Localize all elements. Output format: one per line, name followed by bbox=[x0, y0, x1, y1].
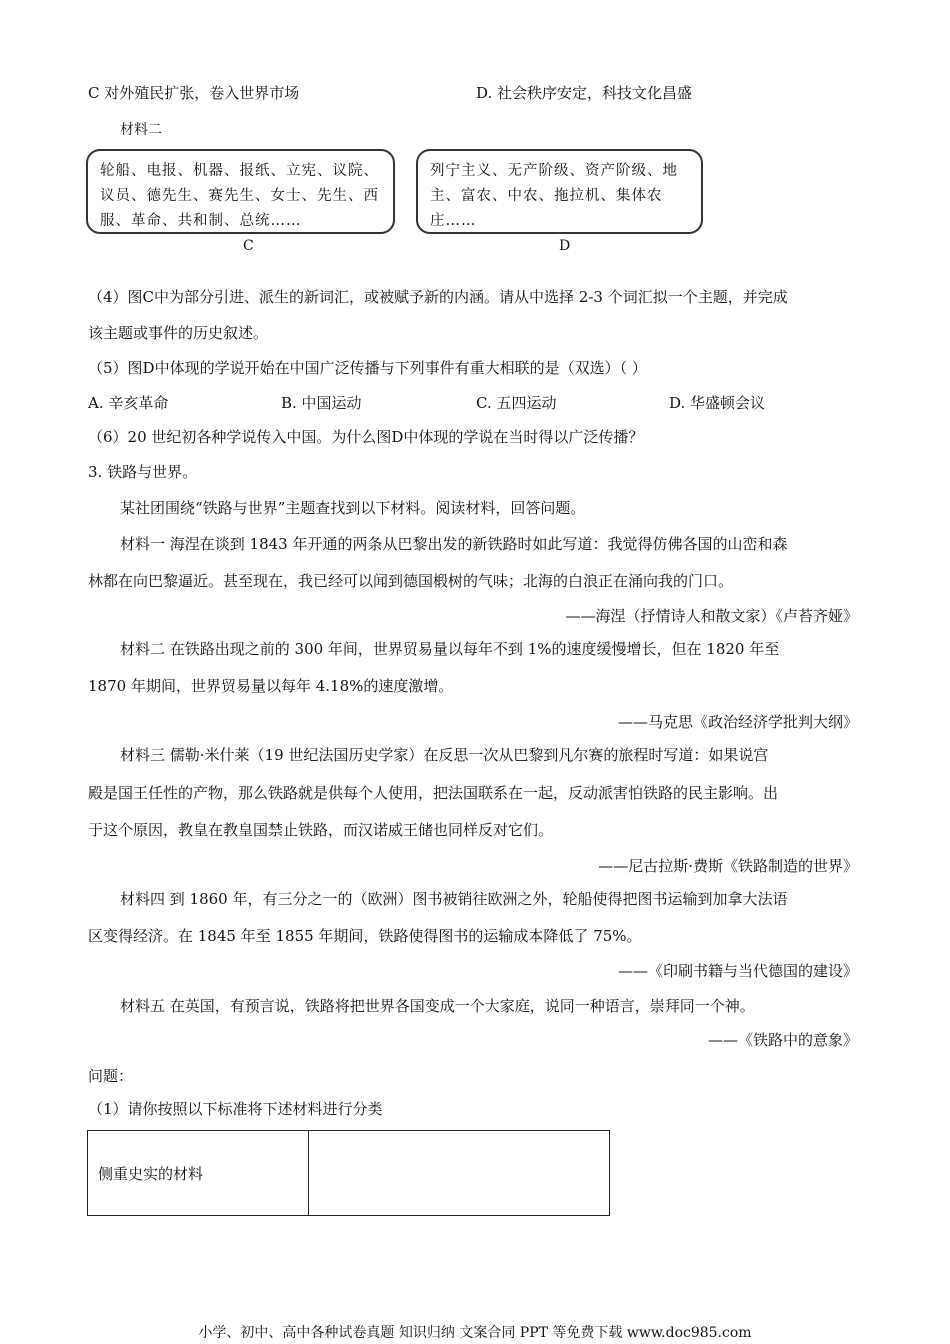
section3-intro: 某社团围绕“铁路与世界”主题查找到以下材料。阅读材料，回答问题。 bbox=[120, 499, 586, 517]
figure-d-text: 列宁主义、无产阶级、资产阶级、地主、富农、中农、拖拉机、集体农庄…… bbox=[430, 163, 678, 229]
material1-source: ——海涅（抒情诗人和散文家）《卢苔齐娅》 bbox=[565, 607, 858, 625]
q6: （6）20 世纪初各种学说传入中国。为什么图D中体现的学说在当时得以广泛传播？ bbox=[88, 428, 644, 446]
page-footer: 小学、初中、高中各种试卷真题 知识归纳 文案合同 PPT 等免费下载 www.doc985.com bbox=[198, 1325, 752, 1341]
material4-line2: 区变得经济。在 1845 年至 1855 年期间，铁路使得图书的运输成本降低了 75%。 bbox=[88, 927, 642, 945]
classification-table bbox=[87, 1130, 610, 1216]
table-answer-cell[interactable] bbox=[309, 1131, 610, 1216]
material5-source: ——《铁路中的意象》 bbox=[707, 1031, 858, 1049]
material3-line2: 殿是国王任性的产物，那么铁路就是供每个人使用，把法国联系在一起，反动派害怕铁路的民主影响。出 bbox=[88, 784, 779, 802]
figure-d-box bbox=[416, 149, 703, 234]
figure-c-box bbox=[86, 149, 395, 234]
material2-line1: 材料二 在铁路出现之前的 300 年间，世界贸易量以每年不到 1%的速度缓慢增长，但在 1820 年至 bbox=[120, 640, 780, 658]
option-d: D. 社会秩序安定，科技文化昌盛 bbox=[476, 84, 693, 102]
figure-c-caption: C bbox=[243, 238, 254, 254]
q5-stem: （5）图D中体现的学说开始在中国广泛传播与下列事件有重大相联的是（双选）（ ） bbox=[88, 359, 647, 377]
material4-line1: 材料四 到 1860 年，有三分之一的（欧洲）图书被销往欧洲之外，轮船使得把图书运输到加拿大法语 bbox=[120, 890, 788, 908]
option-c: C 对外殖民扩张，卷入世界市场 bbox=[88, 84, 300, 102]
figure-d-caption: D bbox=[559, 238, 571, 254]
material3-line1: 材料三 儒勒·米什莱（19 世纪法国历史学家）在反思一次从巴黎到凡尔赛的旅程时写道：如果说宫 bbox=[120, 746, 769, 764]
question-1: （1）请你按照以下标准将下述材料进行分类 bbox=[88, 1100, 383, 1118]
material4-source: ——《印刷书籍与当代德国的建设》 bbox=[617, 962, 858, 980]
material3-line3: 于这个原因，教皇在教皇国禁止铁路，而汉诺威王储也同样反对它们。 bbox=[88, 821, 554, 839]
q5-option-c: C. 五四运动 bbox=[476, 394, 557, 412]
material3-source: ——尼古拉斯·费斯《铁路制造的世界》 bbox=[598, 857, 858, 875]
material2-source: ——马克思《政治经济学批判大纲》 bbox=[617, 713, 858, 731]
q5-option-b: B. 中国运动 bbox=[281, 394, 362, 412]
section3-title: 3. 铁路与世界。 bbox=[88, 463, 198, 481]
figure-c-text: 轮船、电报、机器、报纸、立宪、议院、议员、德先生、赛先生、女士、先生、西服、革命、共和制、总统…… bbox=[100, 163, 379, 229]
questions-label: 问题： bbox=[88, 1067, 134, 1085]
q4-line2: 该主题或事件的历史叙述。 bbox=[88, 324, 269, 342]
q5-option-d: D. 华盛顿会议 bbox=[669, 394, 766, 412]
material2-title: 材料二 bbox=[120, 122, 162, 138]
material1-line2: 林都在向巴黎逼近。甚至现在，我已经可以闻到德国椴树的气味；北海的白浪正在涌向我的门口。 bbox=[88, 572, 734, 590]
material1-line1: 材料一 海涅在谈到 1843 年开通的两条从巴黎出发的新铁路时如此写道：我觉得仿佛各国的山峦和森 bbox=[120, 535, 788, 553]
material5-line1: 材料五 在英国，有预言说，铁路将把世界各国变成一个大家庭，说同一种语言，崇拜同一个神。 bbox=[120, 997, 755, 1015]
table-label-cell: 侧重史实的材料 bbox=[88, 1131, 309, 1216]
material2-line2: 1870 年期间，世界贸易量以每年 4.18%的速度激增。 bbox=[88, 677, 454, 695]
table-row bbox=[88, 1131, 610, 1216]
q5-option-a: A. 辛亥革命 bbox=[88, 394, 169, 412]
q4-line1: （4）图C中为部分引进、派生的新词汇，或被赋予新的内涵。请从中选择 2-3 个词汇拟一个主题，并完成 bbox=[88, 288, 788, 306]
